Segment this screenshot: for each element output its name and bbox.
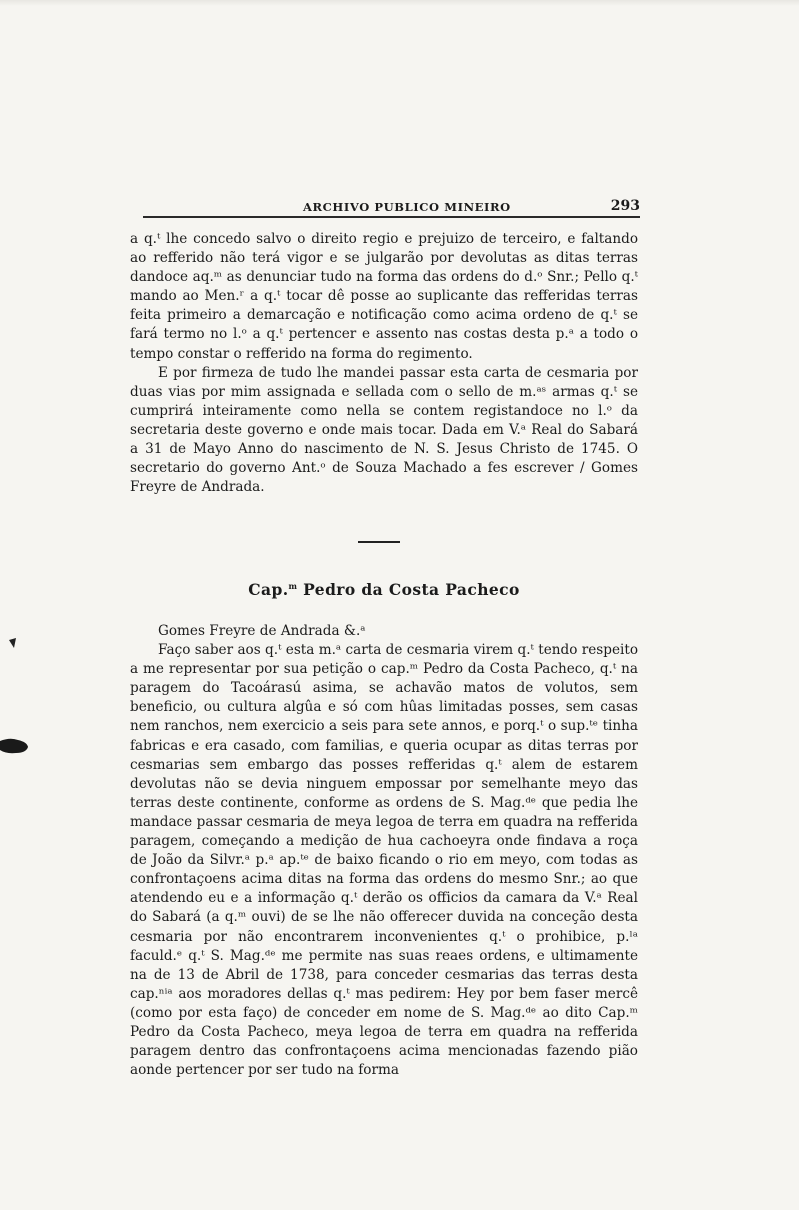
margin-ink-blot bbox=[0, 736, 30, 756]
running-title: ARCHIVO PUBLICO MINEIRO bbox=[303, 200, 511, 214]
heading-name: Pedro da Costa Pacheco bbox=[303, 580, 520, 599]
section-separator bbox=[358, 541, 400, 543]
section-heading bbox=[130, 580, 638, 599]
paragraph: Faço saber aos q.ᵗ esta m.ᵃ carta de cesmaria virem q.ᵗ tendo respeito a me representar por sua petição o cap.ᵐ Pedro da Costa Pacheco, q.ᵗ na paragem do Tacoárasú asima, se achavão matos de volutos, sem beneficio, ou cultura algûa e só com hûas limitadas posses, sem casas nem ranchos, nem exercicio a seis para sete annos, e porq.ᵗ o sup.ᵗᵉ tinha fabricas e era casado, com familias, e queria ocupar as ditas terras por cesmarias sem embargo das posses refferidas q.ᵗ alem de estarem devolutas não se devia ninguem empossar por semelhante meyo das terras deste continente, conforme as ordens de S. Mag.ᵈᵉ que pedia lhe mandace passar cesmaria de meya legoa de terra em quadra na refferida paragem, começando a medição de hua cachoeyra onde findava a roça de João da Silvr.ᵃ p.ᵃ ap.ᵗᵉ de baixo ficando o rio em meyo, com todas as confrontaçoens acima ditas na forma das ordens do mesmo Snr.; ao que atendendo eu e a informação q.ᵗ derão os officios da camara da V.ᵃ Real do Sabará (a q.ᵐ ouvi) de se lhe não offerecer duvida na conceção desta cesmaria por não encontrarem inconvenientes q.ᵗ o prohibice, p.ˡᵃ faculd.ᵉ q.ᵗ S. Mag.ᵈᵉ me permite nas suas reaes ordens, e ultimamente na de 13 de Abril de 1738, para conceder cesmarias das terras desta cap.ⁿⁱᵃ aos moradores dellas q.ᵗ mas pedirem: Hey por bem faser mercê (como por esta faço) de conceder em nome de S. Mag.ᵈᵉ ao dito Cap.ᵐ Pedro da Costa Pacheco, meya legoa de terra em quadra na refferida paragem dentro das confrontaçoens acima mencionadas fazendo pião aonde pertencer por ser tudo na forma bbox=[130, 642, 638, 1079]
page-number: 293 bbox=[610, 198, 640, 214]
page-header bbox=[143, 194, 640, 218]
opening-line: Gomes Freyre de Andrada &.ᵃ bbox=[158, 623, 366, 639]
heading-prefix: Cap. bbox=[248, 580, 289, 599]
header-rule bbox=[143, 216, 640, 218]
paragraph: E por firmeza de tudo lhe mandei passar esta carta de cesmaria por duas vias por mim assignada e sellada com o sello de m.ᵃˢ armas q.ᵗ se cumprirá inteiramente como nella se contem registandoce no l.ᵒ da secretaria deste governo e onde mais tocar. Dada em V.ᵃ Real do Sabará a 31 de Mayo Anno do nascimento de N. S. Jesus Christo de 1745. O secretario do governo Ant.ᵒ de Souza Machado a fes escrever / Gomes Freyre de Andrada. bbox=[130, 364, 638, 496]
paragraph: a q.ᵗ lhe concedo salvo o direito regio e prejuizo de terceiro, e faltando ao refferido não terá vigor e se julgarão por devolutas as ditas terras dandoce aq.ᵐ as denunciar tudo na forma das ordens do d.ᵒ Snr.; Pello q.ᵗ mando ao Men.ʳ a q.ᵗ tocar dê posse ao suplicante das refferidas terras feita primeiro a demarcação e notificação como acima ordeno de q.ᵗ se fará termo no l.ᵒ a q.ᵗ pertencer e assento nas costas desta p.ᵃ a todo o tempo constar o refferido na forma do regimento. bbox=[130, 231, 638, 362]
page-top-edge bbox=[0, 0, 799, 6]
text-block-previous-grant bbox=[130, 230, 638, 497]
heading-superscript: m bbox=[288, 580, 298, 591]
text-block-grant bbox=[130, 622, 638, 1080]
margin-ink-mark bbox=[8, 637, 18, 649]
